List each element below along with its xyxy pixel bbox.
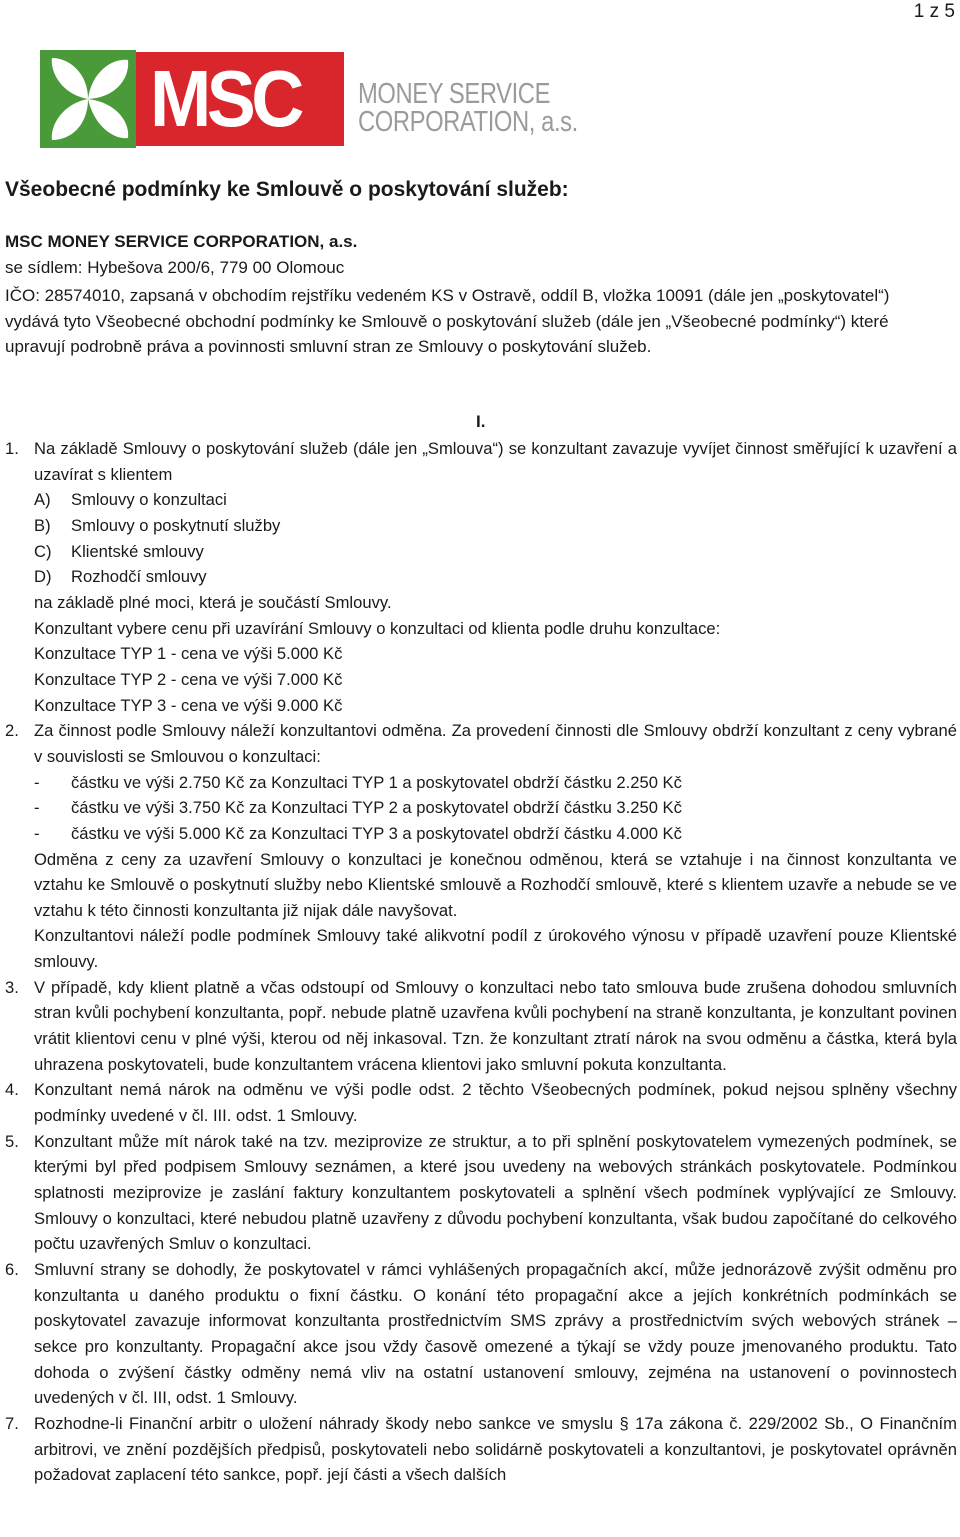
clause-7 — [5, 1411, 957, 1488]
clause-number: 1. — [5, 439, 19, 458]
price-line: Konzultace TYP 1 - cena ve výši 5.000 Kč — [34, 644, 343, 664]
clause-body: Smluvní strany se dohodly, že poskytovatel v rámci vyhlášených propagačních akcí, může jednorázově zvýšit odměnu pro konzultanta u daného produktu o fixní částku. O konání této propagační akce a jejích konkrétních podmínkách se poskytovatel zavazuje informovat konzultanta prostřednictvím SMS zprávy a prostřednictvím svých webových stránek – sekce pro konzultanty. Propagační akce jsou vždy časově omezené a týkají se vždy pouze jmenovaného produktu. Tato dohoda o zvýšení částky odměny nemá vliv na ostatní ustanovení smlouvy, zejména na ustanovení o povinnostech uvedených v čl. III, odst. 1 Smlouvy. — [34, 1260, 957, 1408]
list-item: - částku ve výši 2.750 Kč za Konzultaci TYP 1 a poskytovatel obdrží částku 2.250 Kč — [34, 772, 682, 792]
list-item: D) Rozhodčí smlouvy — [34, 567, 207, 587]
clause-number: 5. — [5, 1131, 19, 1151]
clause-list — [5, 436, 957, 1488]
list-item: B) Smlouvy o poskytnutí služby — [34, 515, 281, 535]
clause-4 — [5, 1077, 957, 1128]
price-line: Konzultace TYP 2 - cena ve výši 7.000 Kč — [34, 669, 343, 689]
list-item: C) Klientské smlouvy — [34, 541, 204, 561]
logo-mark: MSC — [150, 54, 300, 143]
section-heading: I. — [476, 412, 486, 431]
company-name: MSC MONEY SERVICE CORPORATION, a.s. — [5, 232, 358, 251]
logo-text-line2: CORPORATION, a.s. — [358, 106, 578, 138]
clause-text: Konzultant vybere cenu při uzavírání Smlouvy o konzultaci od klienta podle druhu konzultace: — [34, 618, 721, 638]
clause-number: 4. — [5, 1080, 19, 1100]
clause-6 — [5, 1257, 957, 1411]
clause-body: Rozhodne-li Finanční arbitr o uložení náhrady škody nebo sankce ve smyslu § 17a zákona č. 229/2002 Sb., O Finančním arbitrovi, ve znění pozdějších předpisů, poskytovateli nebo solidárně poskytovateli a konzultantovi, je poskytovatel oprávněn požadovat zaplacení této sankce, popř. její části a všech dalších — [34, 1413, 957, 1485]
page-number: 1 z 5 — [913, 1, 955, 22]
clause-body — [34, 436, 957, 718]
clause-3 — [5, 975, 957, 1078]
list-item: - částku ve výši 5.000 Kč za Konzultaci TYP 3 a poskytovatel obdrží částku 4.000 Kč — [34, 823, 682, 843]
clause-5 — [5, 1129, 957, 1257]
clause-body: V případě, kdy klient platně a včas odstoupí od Smlouvy o konzultaci nebo tato smlouva bude zrušena dohodou smluvních stran kvůli pochybení konzultanta, popř. nebude platně uzavřena kvůli pochybení na straně konzultanta, je konzultant povinen vrátit klientovi cenu v plné výši, kterou od něj inkasoval. Tzn. že konzultant ztratí nárok na svou odměnu a částka, která byla uhrazena poskytovateli, bude konzultantem vrácena klientovi jako smluvní pokuta konzultanta. — [34, 977, 957, 1074]
clause-lead: Za činnost podle Smlouvy náleží konzultantovi odměna. Za provedení činnosti dle Smlouvy obdrží konzultant z ceny vybrané v souvislosti se Smlouvou o konzultaci: — [34, 721, 957, 766]
price-line: Konzultace TYP 3 - cena ve výši 9.000 Kč — [34, 695, 343, 715]
company-address: se sídlem: Hybešova 200/6, 779 00 Olomouc — [5, 258, 345, 277]
clause-body: Konzultant nemá nárok na odměnu ve výši podle odst. 2 těchto Všeobecných podmínek, pokud nejsou splněny všechny podmínky uvedené v čl. III. odst. 1 Smlouvy. — [34, 1080, 957, 1126]
clause-1 — [5, 436, 957, 718]
clause-text: na základě plné moci, která je součástí Smlouvy. — [34, 592, 392, 612]
company-logo — [40, 50, 578, 148]
clause-number: 6. — [5, 1260, 19, 1279]
clause-number: 3. — [5, 977, 19, 997]
logo-text-line1: MONEY SERVICE — [358, 78, 551, 110]
clause-body — [34, 718, 957, 975]
clover-leaf-icon — [40, 50, 136, 148]
clause-number: 2. — [5, 721, 19, 741]
clause-number: 7. — [5, 1413, 19, 1433]
clause-text: Konzultantovi náleží podle podmínek Smlouvy také alikvotní podíl z úrokového výnosu v případě uzavření pouze Klientské smlouvy. — [34, 926, 957, 972]
clause-text: Odměna z ceny za uzavření Smlouvy o konzultaci je konečnou odměnou, která se vztahuje i na činnost konzultanta ve vztahu ke Smlouvě o poskytnutí služby nebo Klientské smlouvě a Rozhodčí smlouvě, které s klientem uzavře a nebude se ve vztahu k této činnosti konzultanta již nijak dále navyšovat. — [34, 849, 957, 920]
list-item: A) Smlouvy o konzultaci — [34, 490, 227, 510]
document-title: Všeobecné podmínky ke Smlouvě o poskytování služeb: — [5, 178, 569, 201]
clause-lead: Na základě Smlouvy o poskytování služeb (dále jen „Smlouva“) se konzultant zavazuje vyvíjet činnost směřující k uzavření a uzavírat s klientem — [34, 439, 957, 484]
clause-2 — [5, 718, 957, 975]
intro-paragraph: IČO: 28574010, zapsaná v obchodím rejstříku vedeném KS v Ostravě, oddíl B, vložka 10091 (dále jen „poskytovatel“) vydává tyto Všeobecné obchodní podmínky ke Smlouvě o poskytování služeb (dále jen „Všeobecné podmínky“) které upravují podrobně práva a povinnosti smluvní stran ze Smlouvy o poskytování služeb. — [5, 286, 890, 357]
list-item: - částku ve výši 3.750 Kč za Konzultaci TYP 2 a poskytovatel obdrží částku 3.250 Kč — [34, 798, 682, 818]
clause-body: Konzultant může mít nárok také na tzv. meziprovize ze struktur, a to při splnění poskytovatelem vymezených podmínek, se kterými byl před podpisem Smlouvy seznámen, a které jsou uvedeny na webových stránkách poskytovatele. Podmínkou splatnosti meziprovize je zaslání faktury konzultantem poskytovateli a splnění všech podmínek vyplývající ze Smlouvy. Smlouvy o konzultaci, které nebudou platně uzavřeny z důvodu pochybení konzultanta, však budou započítané do celkového počtu uzavřených Smluv o konzultaci. — [34, 1131, 957, 1254]
